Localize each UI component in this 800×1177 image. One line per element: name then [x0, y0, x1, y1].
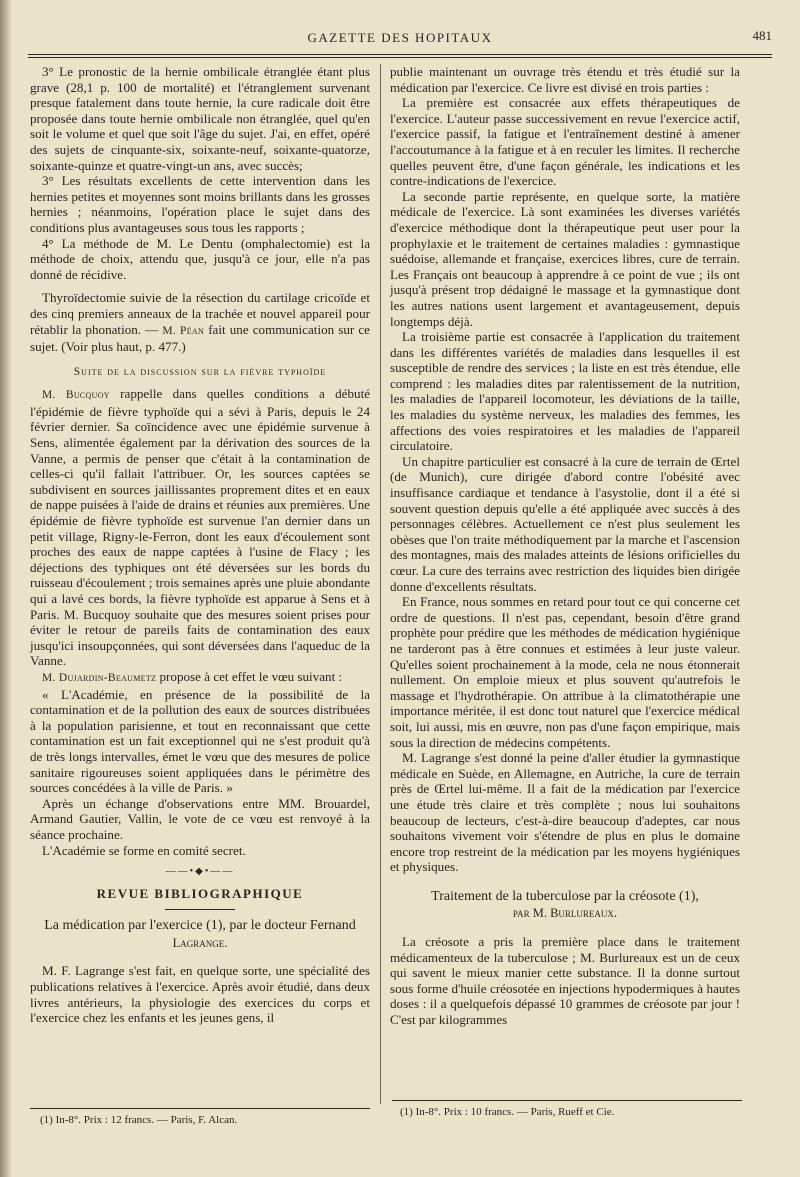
article1-title: La médication par l'exercice (1), par le docteur Fernand	[44, 918, 356, 934]
revue-heading: REVUE BIBLIOGRAPHIQUE	[96, 885, 304, 901]
article1-author: Lagrange.	[172, 935, 228, 950]
article1-paragraph: M. F. Lagrange s'est fait, en quelque sorte, une spécialité des publications relatives à l'exercice. Après avoir étudié, dans deux livres antérieurs, la physiologie des exercices du corps et l'exercice chez les enfants et les jeunes gens, il	[30, 963, 370, 1026]
article2-author: par M. Burlureaux.	[512, 906, 618, 921]
right-paragraph-7: M. Lagrange s'est donné la peine d'aller étudier la gymnastique médicale en Suède, en Allemagne, en Autriche, la cure de terrain près de Œrtel lui-même. Il a fait de la médication par l'exercice une étude très claire et très complète ; nous lui souhaitons beaucoup de lecteurs, c'est-à-dire beaucoup d'adeptes, car nous souhaitons vivement voir s'étendre de plus en plus le domaine encore trop restreint de la médication par les moyens hygiéniques et physiques.	[390, 750, 740, 875]
right-column	[390, 64, 740, 1028]
ornament-divider: ——•◆•——	[165, 866, 235, 878]
article2-title: Traitement de la tuberculose par la créosote (1),	[431, 888, 699, 904]
bucquoy-name: M. Bucquoy	[42, 389, 110, 402]
thyroidectomy-paragraph	[30, 290, 370, 354]
page-number: 481	[752, 28, 772, 43]
right-footnote: (1) In-8°. Prix : 10 francs. — Paris, Rueff et Cie.	[400, 1106, 615, 1118]
column-divider	[380, 64, 381, 1104]
right-footnote-rule	[392, 1100, 742, 1101]
bucquoy-text: rappelle dans quelles conditions a débuté l'épidémie de fièvre typhoïde qui a sévi à Paris, depuis le 24 février dernier. Sa coïncidence avec une épidémie survenue à Sens, alimentée également par la dérivation des sources de la Vanne, a permis de penser que c'était à la contamination de celles-ci qu'il fallait l'attribuer. Or, les sources captées se subdivisent en sources jaillissantes proprement dites et en eaux de nappe puisées à l'aide de drains et réunies aux premières. Une épidémie de fièvre typhoïde est survenue l'an dernier dans un petit village, Rigny-le-Ferron, dont les eaux d'écoulement sont proches des eaux de nappe captées à l'usine de Flacy ; les déjections des typhiques ont été déversées sur les bords du ruisseau d'écoulement ; trois semaines après une pluie abondante qui a lavé ces bords, la fièvre typhoïde est apparue à Sens et à Paris. M. Bucquoy souhaite que des mesures soient prises pour éviter le retour de pareils faits de contamination des eaux jusqu'ici insoupçonnées, qui sont déversées dans l'aqueduc de la Vanne.	[30, 386, 371, 669]
right-paragraph-4: La troisième partie est consacrée à l'application du traitement dans les différentes variétés de maladies dans lesquelles il est susceptible de rendre des services ; la liste en est très étendue, elle comprend : les maladies dites par ralentissement de la nutrition, les maladies de l'appareil locomoteur, les déviations de la taille, les maladies du système nerveux, les maladies des femmes, les affections des voies respiratoires et les maladies de l'appareil circulatoire.	[390, 329, 740, 454]
header-rule	[28, 54, 772, 58]
bucquoy-paragraph	[30, 386, 370, 669]
thyroidectomy-rest: fait une communication sur ce sujet. (Voir plus haut, p. 477.)	[30, 321, 370, 355]
discussion-heading: Suite de la discussion sur la fièvre typhoïde	[73, 365, 327, 378]
dujardin-text: propose à cet effet le vœu suivant :	[159, 668, 343, 684]
right-paragraph-3: La seconde partie représente, en quelque sorte, la matière médicale de l'exercice. Là sont examinées les diverses variétés d'exercice méthodique dont la thérapeutique peut user pour la prophylaxie et le traitement de certaines maladies : gymnastique suédoise, allemande et française, exercices libres, cure de terrain. Les Français ont beaucoup à apprendre à ce point de vue ; ils ont jusqu'à présent trop dédaigné le massage et la gymnastique dont les autres nations usent largement et avantageusement, depuis longtemps déjà.	[390, 188, 740, 329]
short-rule	[165, 909, 235, 910]
apres-paragraph: Après un échange d'observations entre MM. Brouardel, Armand Gautier, Vallin, le vote de ce vœu est renvoyé à la séance prochaine.	[30, 795, 370, 842]
page-header	[28, 30, 772, 50]
right-paragraph-1: publie maintenant un ouvrage très étendu et très étudié sur la médication par l'exercice. Ce livre est divisé en trois parties :	[390, 64, 740, 95]
dujardin-paragraph	[30, 669, 370, 687]
left-footnote-rule	[30, 1108, 370, 1109]
pean-name: M. Péan	[162, 324, 205, 337]
article2-paragraph: La créosote a pris la première place dans le traitement médicamenteux de la tuberculose ; M. Burlureaux est un de ceux qui savent le mieux manier cette substance. Il la donne surtout sous forme d'huile créosotée en injections hypodermiques à hautes doses : il a quelquefois dépassé 10 grammes de créosote par jour ! C'est par kilogrammes	[390, 934, 740, 1028]
page-binding-shadow	[0, 0, 12, 1177]
right-paragraph-6: En France, nous sommes en retard pour tout ce qui concerne cet ordre de questions. Il n'est pas, cependant, besoin d'être grand prophète pour prédire que les méthodes de médication hygiénique ne tarderont pas à être connues et estimées à leur juste valeur. Qu'elles soient prochainement à la mode, cela ne nous étonnerait nullement. On emploie mieux et plus souvent qu'autrefois le massage et l'hydrothérapie. On attribue à la climatothérapie une importance méritée, il est donc tout naturel que l'exercice médical soit, lui aussi, mis en œuvre, non pas d'une façon empirique, mais sous la direction de médecins compétents.	[390, 594, 740, 750]
hernia-conclusion-3: 3° Le pronostic de la hernie ombilicale étranglée étant plus grave (28,1 p. 100 de mortalité) et l'étranglement survenant presque fatalement dans toute hernie, la cure radicale doit être proposée dans toute hernie ombilicale non étranglée, quel qu'en soit le volume et quel que soit l'âge du sujet. J'ai, en effet, opéré des sujets de cinquante-six, soixante-neuf, soixante-quatorze, soixante-quinze et quatre-vingt-un ans, avec succès;	[30, 64, 370, 173]
hernia-conclusion-4: 4° La méthode de M. Le Dentu (omphalectomie) est la méthode de choix, attendu que, jusqu'à ce jour, elle n'a pas donné de récidive.	[30, 235, 370, 282]
left-footnote: (1) In-8°. Prix : 12 francs. — Paris, F. Alcan.	[40, 1114, 238, 1126]
thyroidectomy-text: Thyroïdectomie suivie de la résection du cartilage cricoïde et des cinq premiers anneaux de la trachée et nouvel appareil pour rétablir la phonation. —	[30, 290, 370, 337]
dujardin-name: M. Dujardin-Beaumetz	[42, 671, 157, 684]
hernia-conclusion-3b: 3° Les résultats excellents de cette intervention dans les hernies petites et moyennes sont moins brillants dans les grosses hernies ; néanmoins, l'opération place le sujet dans des conditions plus avantageuses sous tous les rapports ;	[30, 173, 370, 235]
comite-paragraph: L'Académie se forme en comité secret.	[42, 842, 246, 858]
right-paragraph-2: La première est consacrée aux effets thérapeutiques de l'exercice. L'auteur passe successivement en revue l'exercice actif, l'exercice passif, la fatigue et l'entraînement destiné à amener l'accoutumance à la fatigue et à en reculer les limites. Il recherche quelles peuvent être, d'une façon générale, les indications et les contre-indications de l'exercice.	[390, 95, 740, 189]
left-column	[30, 64, 370, 1026]
right-paragraph-5: Un chapitre particulier est consacré à la cure de terrain de Œrtel (de Munich), cure dirigée d'abord contre l'obésité avec insuffisance cardiaque et tendance à l'asystolie, dont il a été si souvent question depuis qu'elle a été appliquée avec succès à des personnages célèbres. Actuellement ce n'est plus seulement les obèses que l'on traite méthodiquement par la marche et l'ascension des montagnes, mais des malades atteints de lésions orificielles du cœur. La cure des terrains avec restriction des liquides bien dirigée donne d'excellents résultats.	[390, 453, 740, 594]
journal-title: GAZETTE DES HOPITAUX	[307, 30, 493, 45]
voeu-paragraph: « L'Académie, en présence de la possibilité de la contamination et de la pollution des eaux de sources distribuées à la population parisienne, et tout en reconnaissant que cette contamination est un fait exceptionnel qui ne s'est produit qu'à de très longs intervalles, émet le vœu que des mesures de police sanitaire rigoureuses soient appliquées dans le périmètre des sources concédées à la ville de Paris. »	[30, 686, 370, 796]
